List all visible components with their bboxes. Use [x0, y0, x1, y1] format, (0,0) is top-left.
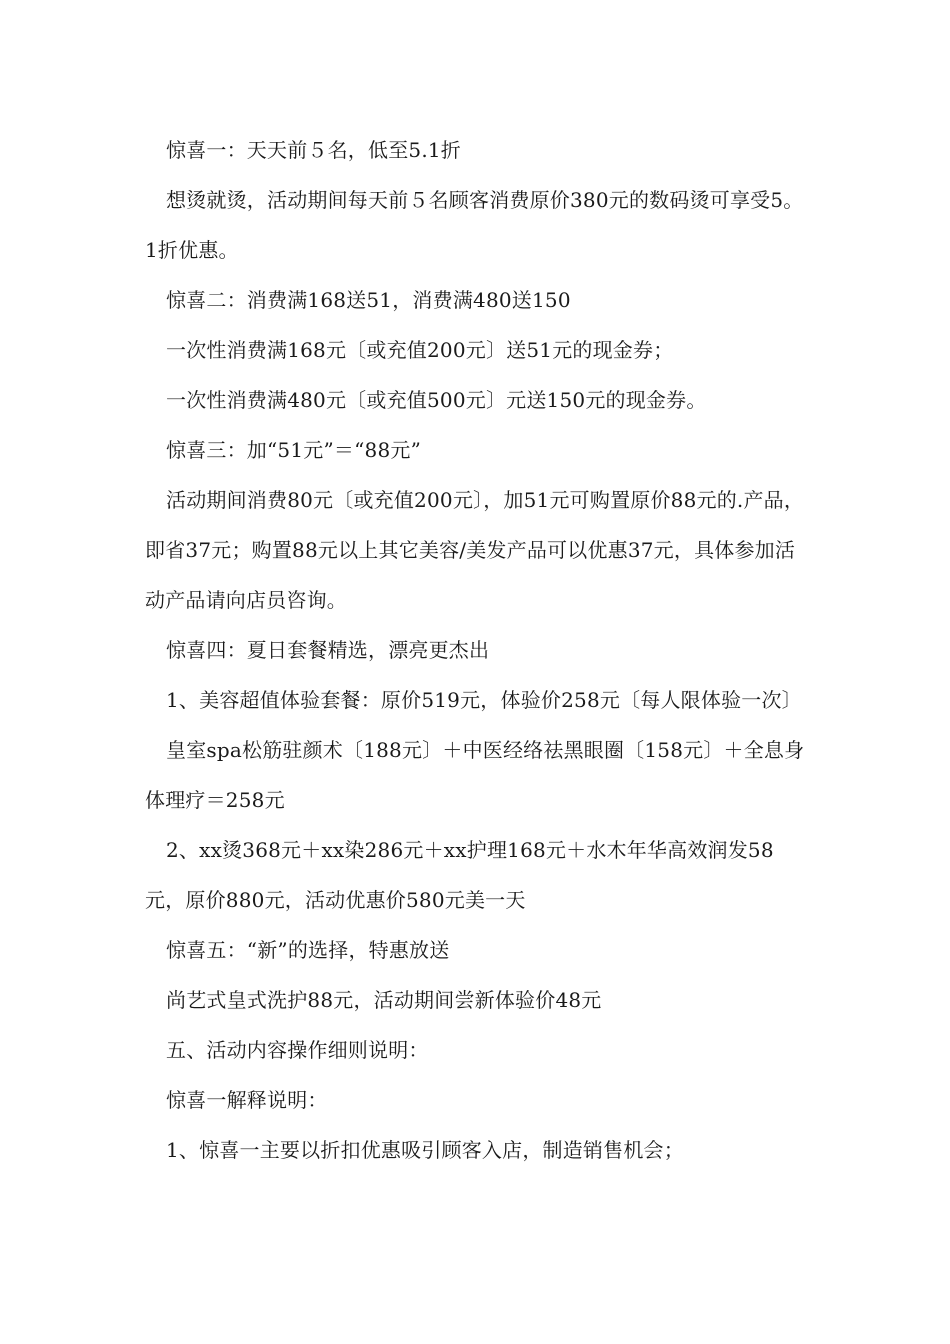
paragraph-package-2: 2、xx烫368元＋xx染286元＋xx护理168元＋水木年华高效润发58元，原价880元，活动优惠价580元美一天: [145, 838, 774, 912]
paragraph-surprise-1-explanation: 惊喜一解释说明：: [166, 1088, 328, 1112]
paragraph-surprise-1-detail: 想烫就烫，活动期间每天前５名顾客消费原价380元的数码烫可享受5。1折优惠。: [145, 188, 804, 262]
document-body: [145, 125, 810, 1175]
paragraph-section-5-heading: 五、活动内容操作细则说明：: [166, 1038, 429, 1062]
paragraph-surprise-3-title: 惊喜三：加“51元”＝“88元”: [166, 438, 421, 462]
paragraph-package-1: 1、美容超值体验套餐：原价519元，体验价258元〔每人限体验一次〕: [166, 688, 802, 712]
paragraph-surprise-2-title: 惊喜二：消费满168送51，消费满480送150: [166, 288, 571, 312]
paragraph-surprise-3-detail: 活动期间消费80元〔或充值200元〕，加51元可购置原价88元的.产品，即省37元；购置88元以上其它美容/美发产品可以优惠37元，具体参加活动产品请向店员咨询。: [145, 488, 805, 612]
paragraph-surprise-4-title: 惊喜四：夏日套餐精选，漂亮更杰出: [166, 638, 490, 662]
paragraph-package-1-detail: 皇室spa松筋驻颜术〔188元〕＋中医经络祛黑眼圈〔158元〕＋全息身体理疗＝258元: [145, 738, 805, 812]
paragraph-surprise-5-detail: 尚艺式皇式洗护88元，活动期间尝新体验价48元: [166, 988, 602, 1012]
paragraph-surprise-2-tier-2: 一次性消费满480元〔或充值500元〕元送150元的现金券。: [166, 388, 707, 412]
paragraph-surprise-1-title: 惊喜一：天天前５名，低至5.1折: [166, 138, 462, 162]
paragraph-surprise-5-title: 惊喜五：“新”的选择，特惠放送: [166, 938, 450, 962]
paragraph-surprise-2-tier-1: 一次性消费满168元〔或充值200元〕送51元的现金券；: [166, 338, 674, 362]
paragraph-explanation-item-1: 1、惊喜一主要以折扣优惠吸引顾客入店，制造销售机会；: [166, 1138, 684, 1162]
